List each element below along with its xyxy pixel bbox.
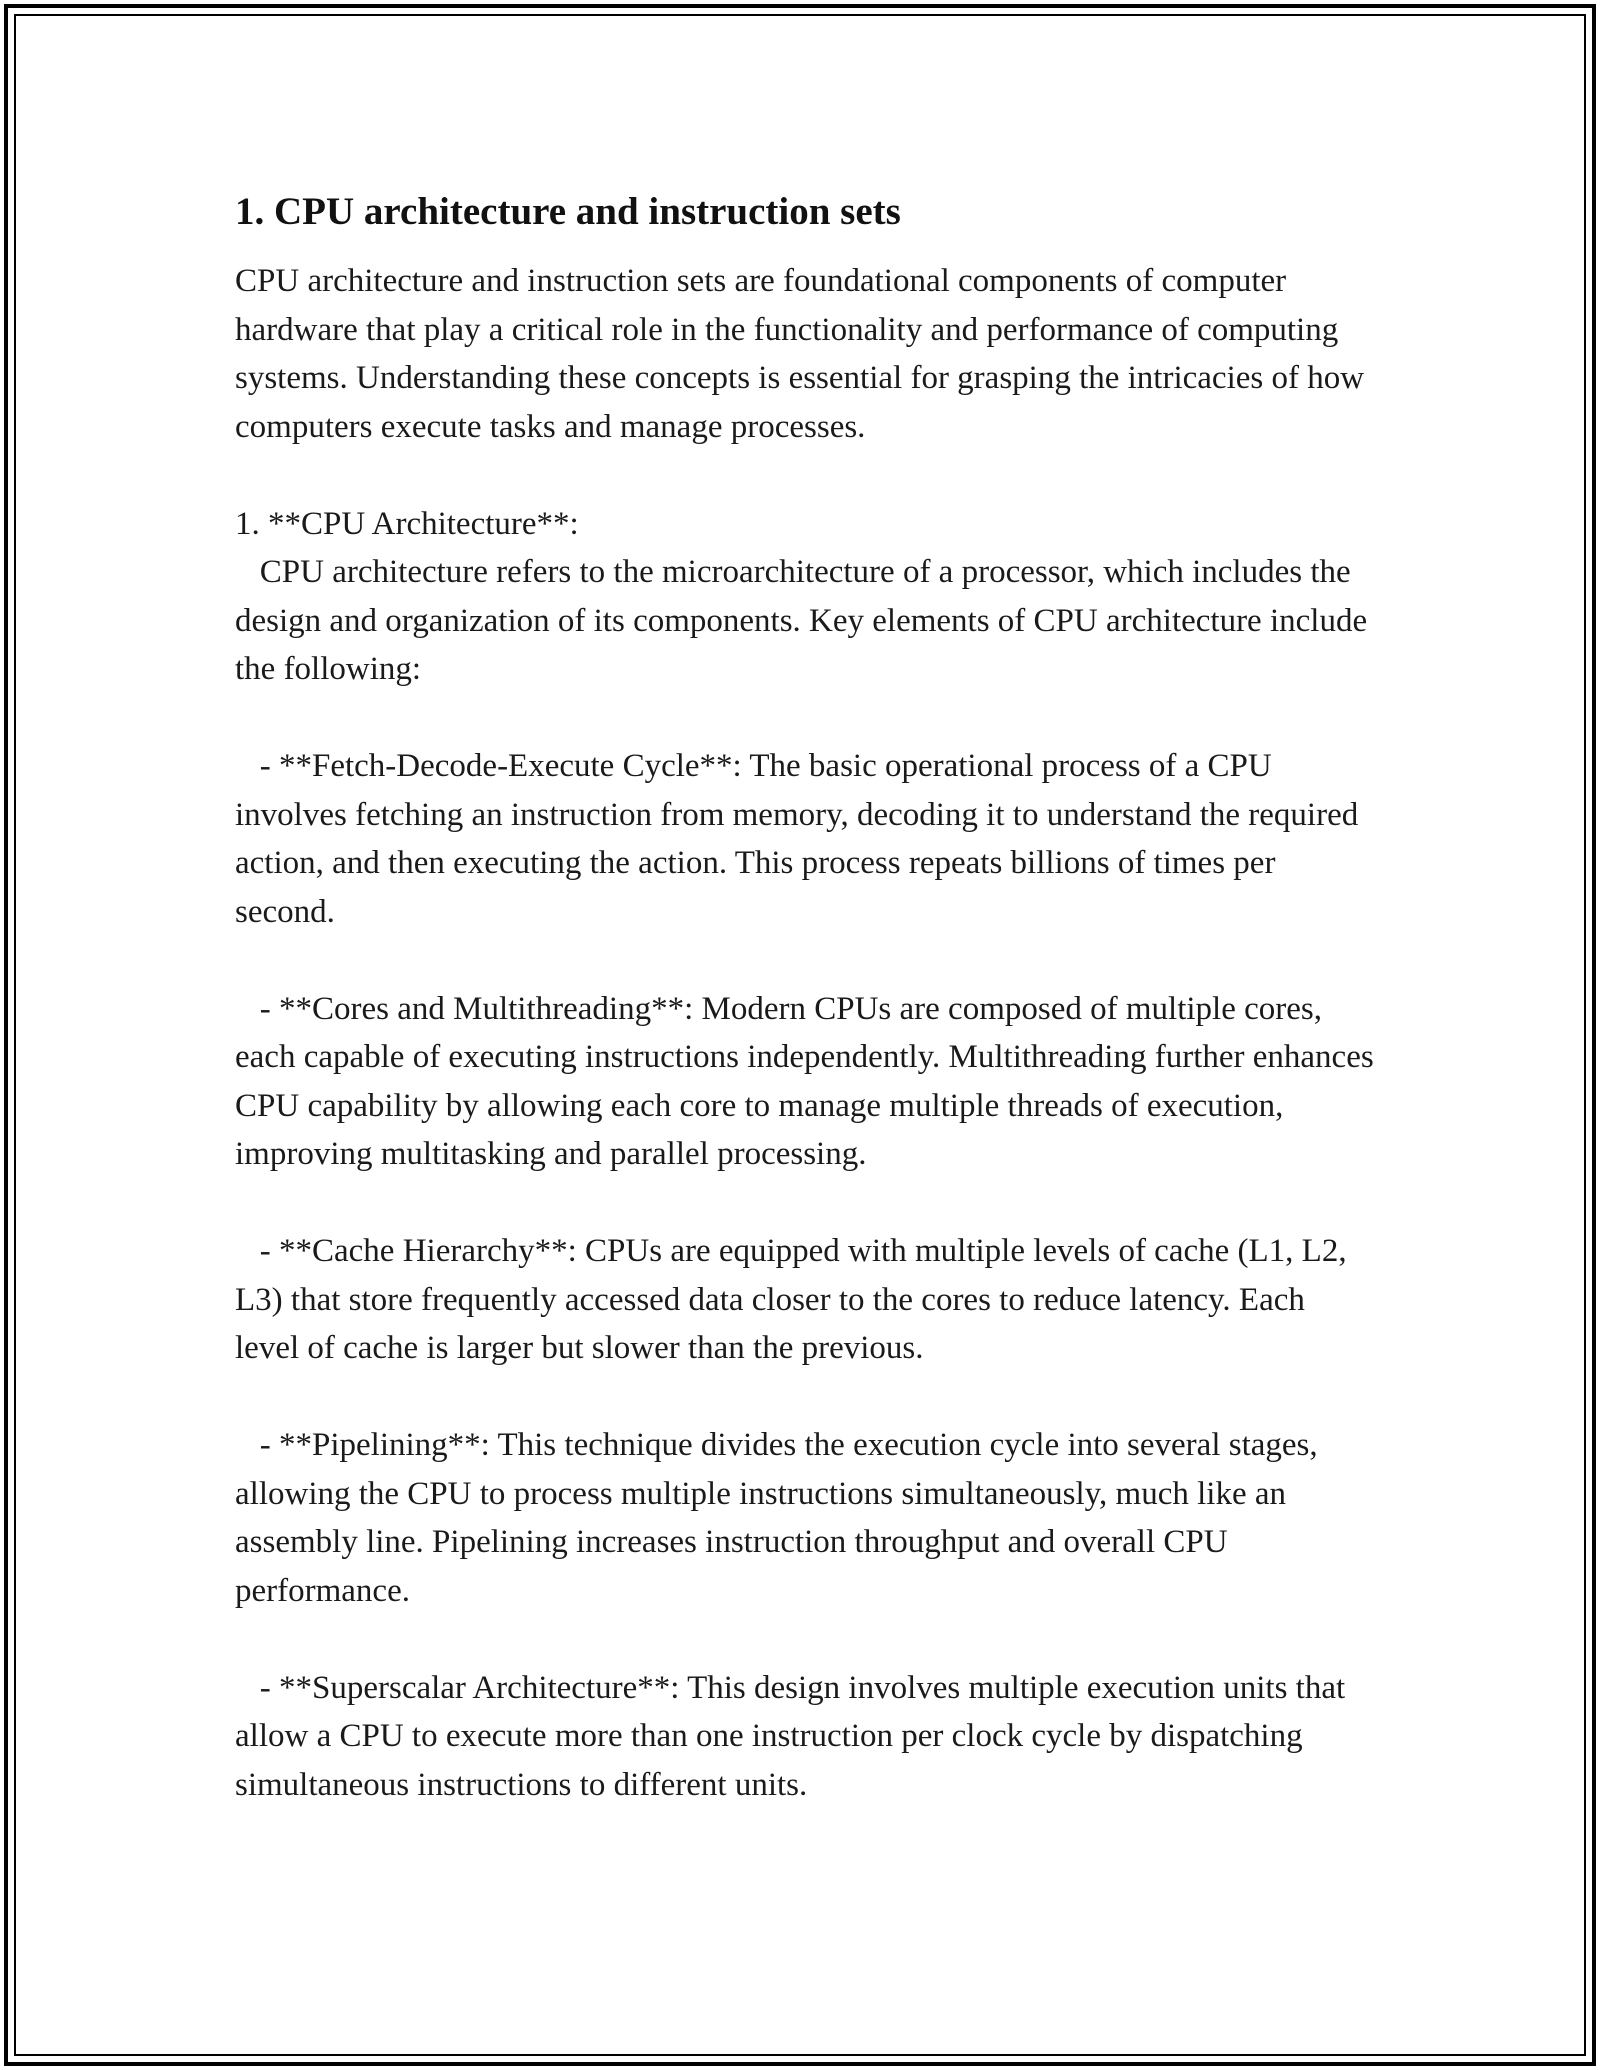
cores-multithreading-paragraph: - **Cores and Multithreading**: Modern CPUs are composed of multiple cores, each capable of executing instructions independently. Multithreading further enhances CPU capability by allowing each core to manage multiple threads of execution, improving multitasking and parallel processing.: [235, 990, 1382, 1172]
superscalar-paragraph: - **Superscalar Architecture**: This design involves multiple execution units that allow a CPU to execute more than one instruction per clock cycle by dispatching simultaneous instructions to different units.: [235, 1669, 1354, 1803]
pipelining-paragraph: - **Pipelining**: This technique divides the execution cycle into several stages, allowing the CPU to process multiple instructions simultaneously, much like an assembly line. Pipelining increases instruction throughput and overall CPU performance.: [235, 1427, 1326, 1609]
section-heading: 1. CPU architecture and instruction sets: [235, 190, 901, 233]
intro-paragraph: CPU architecture and instruction sets are foundational components of computer hardware that play a critical role in the functionality and performance of computing systems. Understanding these concepts is essential for grasping the intricacies of how computers execute tasks and manage processes.: [235, 263, 1373, 445]
document-body: [235, 185, 1382, 1809]
cache-hierarchy-paragraph: - **Cache Hierarchy**: CPUs are equipped with multiple levels of cache (L1, L2, L3) that store frequently accessed data closer to the cores to reduce latency. Each level of cache is larger but slower than the previous.: [235, 1233, 1355, 1366]
fetch-decode-execute-paragraph: - **Fetch-Decode-Execute Cycle**: The basic operational process of a CPU involves fetching an instruction from memory, decoding it to understand the required action, and then executing the action. This process repeats billions of times per second.: [235, 748, 1367, 930]
cpu-architecture-paragraph: 1. **CPU Architecture**: CPU architecture refers to the microarchitecture of a processor, which includes the design and organization of its components. Key elements of CPU architecture include the following:: [235, 505, 1368, 687]
